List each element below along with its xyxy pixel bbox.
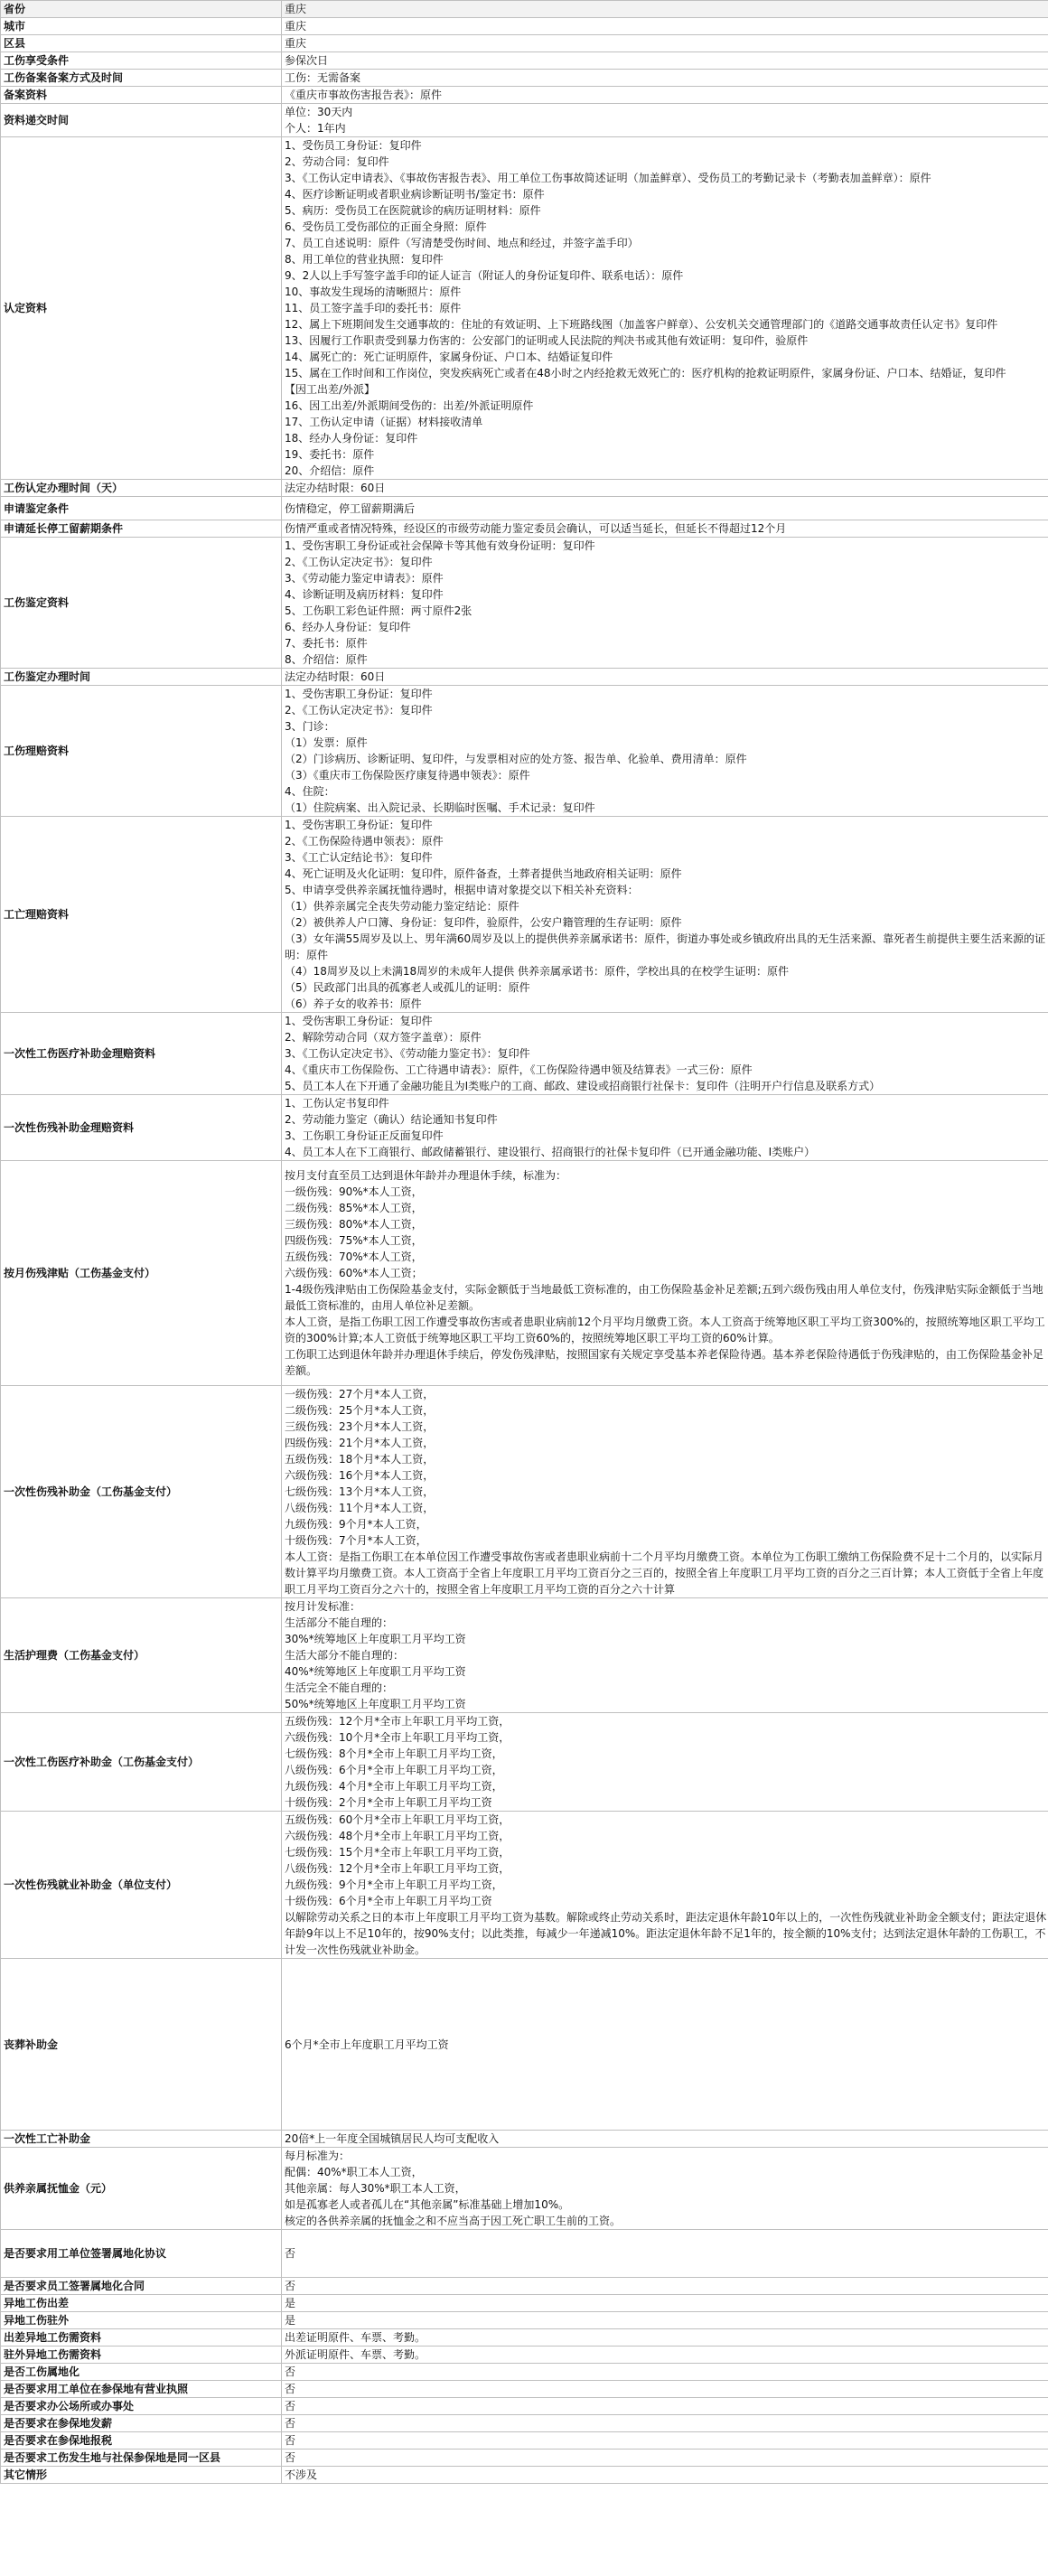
table-row (1, 70, 1048, 87)
row-value (282, 1, 1048, 18)
row-label: 工伤备案备案方式及时间 (1, 70, 282, 87)
row-value (282, 1713, 1048, 1812)
table-row (1, 2381, 1048, 2398)
value-line: 30%*统筹地区上年度职工月平均工资 (285, 1633, 466, 1645)
value-line: 4、诊断证明及病历材料：复印件 (285, 588, 444, 601)
policy-table-body (1, 1, 1048, 2484)
value-line: 七级伤残：8个月*全市上年职工月平均工资， (285, 1747, 503, 1760)
value-line: 7、员工自述说明：原件（写清楚受伤时间、地点和经过，并签字盖手印） (285, 237, 639, 249)
row-label: 工伤享受条件 (1, 52, 282, 70)
value-line: 3、《劳动能力鉴定申请表》：原件 (285, 572, 444, 585)
value-line: 17、工伤认定申请（证据）材料接收清单 (285, 416, 483, 428)
value-line: 单位：30天内 (285, 106, 353, 118)
value-line: 2、劳动能力鉴定（确认）结论通知书复印件 (285, 1113, 498, 1126)
row-value (282, 817, 1048, 1013)
value-line: 本人工资，是指工伤职工因工作遭受事故伤害或者患职业病前12个月平均月缴费工资。本人工资高于统筹地区职工平均工资300%的，按照统筹地区职工平均工资的300%计算;本人工资低于统筹地区职工平均工资60%的，按照统筹地区职工平均工资的60%计算。 (285, 1316, 1045, 1344)
value-line: 四级伤残：75%*本人工资， (285, 1234, 423, 1247)
value-line: 十级伤残：7个月*本人工资， (285, 1534, 427, 1547)
value-line: 法定办结时限：60日 (285, 670, 386, 683)
value-line: 40%*统筹地区上年度职工月平均工资 (285, 1665, 466, 1678)
table-row (1, 1386, 1048, 1598)
row-value (282, 1013, 1048, 1095)
row-value (282, 1095, 1048, 1161)
value-line: 九级伤残：9个月*全市上年职工月平均工资， (285, 1878, 503, 1891)
table-row (1, 480, 1048, 497)
value-line: 9、2人以上手写签字盖手印的证人证言（附证人的身份证复印件、联系电话）：原件 (285, 269, 684, 282)
value-line: 1-4级伤残津贴由工伤保险基金支付，实际金额低于当地最低工资标准的，由工伤保险基金补足差额;五到六级伤残由用人单位支付，伤残津贴实际金额低于当地最低工资标准的，由用人单位补足差额。 (285, 1283, 1043, 1312)
row-label: 一次性伤残补助金理赔资料 (1, 1095, 282, 1161)
value-line: 7、委托书：原件 (285, 637, 368, 650)
row-label: 供养亲属抚恤金（元） (1, 2148, 282, 2230)
row-label: 工伤鉴定资料 (1, 538, 282, 669)
table-row (1, 817, 1048, 1013)
value-line: （3）女年满55周岁及以上、男年满60周岁及以上的提供供养亲属承诺书：原件，街道办事处或乡镇政府出具的无生活来源、靠死者生前提供主要生活来源的证明：原件 (285, 932, 1046, 961)
table-row (1, 1713, 1048, 1812)
value-line: 工伤：无需备案 (285, 71, 361, 84)
value-line: 本人工资：是指工伤职工在本单位因工作遭受事故伤害或者患职业病前十二个月平均月缴费工资。本单位为工伤职工缴纳工伤保险费不足十二个月的，以实际月数计算平均月缴费工资。本人工资高于全省上年度职工月平均工资百分之三百的，按照全省上年度职工月平均工资的百分之三百计算；本人工资低于全省上年度职工月平均工资百分之六十的，按照全省上年度职工月平均工资的百分之六十计算 (285, 1550, 1044, 1596)
value-line: 外派证明原件、车票、考勤。 (285, 2348, 426, 2361)
row-label: 驻外异地工伤需资料 (1, 2347, 282, 2364)
value-line: 生活大部分不能自理的： (285, 1649, 405, 1662)
value-line: 个人：1年内 (285, 122, 346, 135)
row-label: 省份 (1, 1, 282, 18)
value-line: 5、员工本人在下开通了金融功能且为I类账户的工商、邮政、建设或招商银行社保卡：复印件（注明开户行信息及联系方式） (285, 1080, 881, 1092)
table-row (1, 1013, 1048, 1095)
row-value (282, 669, 1048, 686)
value-line: 伤情严重或者情况特殊，经设区的市级劳动能力鉴定委员会确认，可以适当延长，但延长不得超过12个月 (285, 522, 787, 535)
value-line: 《重庆市事故伤害报告表》：原件 (285, 89, 443, 101)
row-label: 一次性伤残补助金（工伤基金支付） (1, 1386, 282, 1598)
row-value (282, 2381, 1048, 2398)
value-line: 每月标准为： (285, 2150, 351, 2162)
row-label: 其它情形 (1, 2467, 282, 2484)
value-line: 15、属在工作时间和工作岗位，突发疾病死亡或者在48小时之内经抢救无效死亡的：医疗机构的抢救证明原件，家属身份证、户口本、结婚证，复印件 (285, 367, 1006, 379)
table-row (1, 2432, 1048, 2450)
value-line: 11、员工签字盖手印的委托书：原件 (285, 302, 462, 314)
value-line: 1、受伤害职工身份证：复印件 (285, 1015, 433, 1027)
table-row (1, 2148, 1048, 2230)
value-line: 五级伤残：70%*本人工资， (285, 1251, 423, 1263)
row-label: 申请延长停工留薪期条件 (1, 520, 282, 538)
value-line: 50%*统筹地区上年度职工月平均工资 (285, 1698, 466, 1710)
row-label: 一次性伤残就业补助金（单位支付） (1, 1812, 282, 1959)
value-line: 1、受伤害职工身份证：复印件 (285, 819, 433, 831)
value-line: 4、死亡证明及火化证明：复印件，原件备查，土葬者提供当地政府相关证明：原件 (285, 867, 682, 880)
value-line: 生活完全不能自理的： (285, 1681, 394, 1694)
value-line: 12、属上下班期间发生交通事故的：住址的有效证明、上下班路线图（加盖客户鲜章）、公安机关交通管理部门的《道路交通事故责任认定书》复印件 (285, 318, 998, 331)
value-line: 不涉及 (285, 2468, 318, 2481)
row-label: 出差异地工伤需资料 (1, 2329, 282, 2347)
value-line: 18、经办人身份证：复印件 (285, 432, 418, 445)
value-line: 以解除劳动关系之日的本市上年度职工月平均工资为基数。解除或终止劳动关系时，距法定退休年龄10年以上的，一次性伤残就业补助金全额支付；距法定退休年龄9年以上不足10年的，按90%支付；以此类推，每减少一年递减10%。距法定退休年龄不足1年的，按全额的10%支付；达到法定退休年龄的工伤职工，不计发一次性伤残就业补助金。 (285, 1911, 1047, 1956)
row-label: 区县 (1, 35, 282, 52)
value-line: 4、住院： (285, 785, 335, 798)
table-row (1, 520, 1048, 538)
value-line: 十级伤残：6个月*全市上年职工月平均工资 (285, 1895, 492, 1907)
table-row (1, 137, 1048, 480)
row-value (282, 2131, 1048, 2148)
value-line: 否 (285, 2400, 296, 2412)
value-line: 20倍*上一年度全国城镇居民人均可支配收入 (285, 2132, 500, 2145)
table-row (1, 2347, 1048, 2364)
row-value (282, 70, 1048, 87)
value-line: （1）供养亲属完全丧失劳动能力鉴定结论：原件 (285, 900, 519, 913)
table-row (1, 538, 1048, 669)
value-line: 按月计发标准： (285, 1600, 361, 1613)
value-line: 20、介绍信：原件 (285, 464, 375, 477)
row-value (282, 1161, 1048, 1386)
value-line: 四级伤残：21个月*本人工资， (285, 1437, 435, 1449)
value-line: 3、工伤职工身份证正反面复印件 (285, 1129, 444, 1142)
value-line: 五级伤残：12个月*全市上年职工月平均工资， (285, 1715, 510, 1728)
value-line: 七级伤残：13个月*本人工资， (285, 1485, 435, 1498)
value-line: 三级伤残：80%*本人工资， (285, 1218, 423, 1231)
row-value (282, 2278, 1048, 2295)
table-row (1, 497, 1048, 520)
table-row (1, 2364, 1048, 2381)
value-line: 6个月*全市上年度职工月平均工资 (285, 2037, 449, 2051)
value-line: 六级伤残：16个月*本人工资， (285, 1469, 435, 1482)
row-value (282, 686, 1048, 817)
value-line: 1、受伤害职工身份证：复印件 (285, 688, 433, 700)
value-line: 5、工伤职工彩色证件照：两寸原件2张 (285, 604, 473, 617)
row-label: 是否要求在参保地报税 (1, 2432, 282, 2450)
row-label: 认定资料 (1, 137, 282, 480)
value-line: 重庆 (285, 3, 307, 15)
row-value (282, 1386, 1048, 1598)
value-line: 4、医疗诊断证明或者职业病诊断证明书/鉴定书：原件 (285, 188, 545, 201)
row-value (282, 35, 1048, 52)
value-line: 4、员工本人在下工商银行、邮政储蓄银行、建设银行、招商银行的社保卡复印件（已开通金融功能、I类账户） (285, 1146, 816, 1158)
value-line: 3、《工伤认定申请表》、《事故伤害报告表》、用工单位工伤事故简述证明（加盖鲜章）、受伤员工的考勤记录卡（考勤表加盖鲜章）：原件 (285, 172, 931, 184)
value-line: 3、门诊： (285, 720, 335, 733)
row-label: 是否工伤属地化 (1, 2364, 282, 2381)
value-line: （1）住院病案、出入院记录、长期临时医嘱、手术记录：复印件 (285, 801, 595, 814)
value-line: 三级伤残：23个月*本人工资， (285, 1420, 435, 1433)
table-row (1, 52, 1048, 70)
value-line: 3、《工伤认定决定书》、《劳动能力鉴定书》：复印件 (285, 1047, 530, 1060)
value-line: 否 (285, 2280, 296, 2292)
row-value (282, 18, 1048, 35)
value-line: 否 (285, 2383, 296, 2395)
value-line: 4、《重庆市工伤保险伤、工亡待遇申请表》：原件，《工伤保险待遇申领及结算表》一式三份：原件 (285, 1063, 753, 1076)
row-label: 城市 (1, 18, 282, 35)
value-line: 否 (285, 2247, 296, 2260)
table-row (1, 87, 1048, 104)
value-line: 2、《工伤认定决定书》：复印件 (285, 556, 433, 568)
row-label: 申请鉴定条件 (1, 497, 282, 520)
value-line: 否 (285, 2365, 296, 2378)
value-line: 八级伤残：11个月*本人工资， (285, 1502, 435, 1514)
value-line: 十级伤残：2个月*全市上年职工月平均工资 (285, 1796, 492, 1809)
row-value (282, 52, 1048, 70)
value-line: 法定办结时限：60日 (285, 482, 386, 494)
value-line: 否 (285, 2434, 296, 2447)
table-row (1, 2295, 1048, 2312)
table-row (1, 2230, 1048, 2278)
value-line: 伤情稳定，停工留薪期满后 (285, 501, 416, 515)
value-line: 8、介绍信：原件 (285, 653, 368, 666)
table-row (1, 2398, 1048, 2415)
table-row (1, 2450, 1048, 2467)
value-line: 七级伤残：15个月*全市上年职工月平均工资， (285, 1846, 510, 1859)
row-label: 工伤认定办理时间（天） (1, 480, 282, 497)
value-line: 一级伤残：90%*本人工资， (285, 1185, 423, 1198)
value-line: 5、申请享受供养亲属抚恤待遇时，根据申请对象提交以下相关补充资料： (285, 884, 639, 896)
row-value (282, 2230, 1048, 2278)
row-value (282, 538, 1048, 669)
value-line: 重庆 (285, 37, 307, 50)
row-label: 按月伤残津贴（工伤基金支付） (1, 1161, 282, 1386)
row-label: 一次性工伤医疗补助金（工伤基金支付） (1, 1713, 282, 1812)
value-line: （3）《重庆市工伤保险医疗康复待遇申领表》：原件 (285, 769, 530, 782)
table-row (1, 2278, 1048, 2295)
table-row (1, 669, 1048, 686)
row-value (282, 1959, 1048, 2131)
table-row (1, 686, 1048, 817)
row-label: 工亡理赔资料 (1, 817, 282, 1013)
row-label: 是否要求用工单位在参保地有营业执照 (1, 2381, 282, 2398)
row-label: 资料递交时间 (1, 104, 282, 137)
row-label: 一次性工亡补助金 (1, 2131, 282, 2148)
table-row (1, 2467, 1048, 2484)
row-value (282, 497, 1048, 520)
row-value (282, 2329, 1048, 2347)
value-line: 二级伤残：85%*本人工资， (285, 1202, 423, 1214)
table-row (1, 1959, 1048, 2131)
row-label: 工伤鉴定办理时间 (1, 669, 282, 686)
value-line: 10、事故发生现场的清晰照片：原件 (285, 286, 462, 298)
value-line: 3、《工亡认定结论书》：复印件 (285, 851, 433, 864)
value-line: （4）18周岁及以上未满18周岁的未成年人提供 供养亲属承诺书：原件，学校出具的在校学生证明：原件 (285, 965, 789, 978)
value-line: 1、受伤害职工身份证或社会保障卡等其他有效身份证明：复印件 (285, 539, 595, 552)
value-line: 生活部分不能自理的： (285, 1616, 394, 1629)
value-line: 工伤职工达到退休年龄并办理退休手续后，停发伤残津贴，按照国家有关规定享受基本养老保险待遇。基本养老保险待遇低于伤残津贴的，由工伤保险基金补足差额。 (285, 1348, 1044, 1377)
row-label: 是否要求工伤发生地与社保参保地是同一区县 (1, 2450, 282, 2467)
value-line: 六级伤残：48个月*全市上年职工月平均工资， (285, 1830, 510, 1842)
table-row (1, 1161, 1048, 1386)
row-value (282, 1812, 1048, 1959)
row-label: 是否要求办公场所或办事处 (1, 2398, 282, 2415)
row-label: 生活护理费（工伤基金支付） (1, 1598, 282, 1713)
table-row (1, 1812, 1048, 1959)
value-line: 六级伤残：60%*本人工资； (285, 1267, 423, 1279)
row-value (282, 2148, 1048, 2230)
row-value (282, 2364, 1048, 2381)
value-line: 重庆 (285, 20, 307, 33)
value-line: 否 (285, 2417, 296, 2430)
value-line: 13、因履行工作职责受到暴力伤害的：公安部门的证明或人民法院的判决书或其他有效证明：复印件，验原件 (285, 334, 809, 347)
row-value (282, 2295, 1048, 2312)
value-line: 如是孤寡老人或者孤儿在“其他亲属”标准基础上增加10%。 (285, 2198, 570, 2211)
value-line: 否 (285, 2451, 296, 2464)
table-row (1, 2415, 1048, 2432)
value-line: 1、受伤员工身份证：复印件 (285, 139, 422, 152)
value-line: 【因工出差/外派】 (285, 383, 376, 396)
value-line: 八级伤残：6个月*全市上年职工月平均工资， (285, 1764, 503, 1776)
value-line: 五级伤残：18个月*本人工资， (285, 1453, 435, 1466)
row-value (282, 2347, 1048, 2364)
row-label: 备案资料 (1, 87, 282, 104)
value-line: 五级伤残：60个月*全市上年职工月平均工资， (285, 1813, 510, 1826)
row-label: 一次性工伤医疗补助金理赔资料 (1, 1013, 282, 1095)
row-value (282, 2398, 1048, 2415)
value-line: （1）发票：原件 (285, 736, 368, 749)
table-row (1, 104, 1048, 137)
row-value (282, 2432, 1048, 2450)
row-value (282, 520, 1048, 538)
value-line: 六级伤残：10个月*全市上年职工月平均工资， (285, 1731, 510, 1744)
value-line: 参保次日 (285, 54, 329, 67)
value-line: 是 (285, 2297, 296, 2309)
table-row (1, 18, 1048, 35)
value-line: 其他亲属：每人30%*职工本人工资， (285, 2182, 466, 2195)
row-label: 是否要求在参保地发薪 (1, 2415, 282, 2432)
table-row (1, 35, 1048, 52)
row-value (282, 2415, 1048, 2432)
row-label: 是否要求用工单位签署属地化协议 (1, 2230, 282, 2278)
table-row (1, 1, 1048, 18)
row-label: 是否要求员工签署属地化合同 (1, 2278, 282, 2295)
row-value (282, 87, 1048, 104)
value-line: 8、用工单位的营业执照：复印件 (285, 253, 444, 266)
value-line: 核定的各供养亲属的抚恤金之和不应当高于因工死亡职工生前的工资。 (285, 2215, 622, 2227)
table-row (1, 1598, 1048, 1713)
value-line: （2）被供养人户口簿、身份证：复印件，验原件，公安户籍管理的生存证明：原件 (285, 916, 682, 929)
value-line: 2、《工伤认定决定书》：复印件 (285, 704, 433, 717)
value-line: 16、因工出差/外派期间受伤的：出差/外派证明原件 (285, 399, 534, 412)
row-label: 异地工伤出差 (1, 2295, 282, 2312)
value-line: 是 (285, 2314, 296, 2327)
value-line: 一级伤残：27个月*本人工资， (285, 1388, 435, 1400)
value-line: 2、《工伤保险待遇申领表》：原件 (285, 835, 444, 848)
value-line: 按月支付直至员工达到退休年龄并办理退休手续，标准为： (285, 1169, 567, 1182)
table-row (1, 2131, 1048, 2148)
value-line: 九级伤残：4个月*全市上年职工月平均工资， (285, 1780, 503, 1793)
row-value (282, 104, 1048, 137)
value-line: 14、属死亡的：死亡证明原件，家属身份证、户口本、结婚证复印件 (285, 351, 613, 363)
value-line: 配偶：40%*职工本人工资， (285, 2166, 423, 2178)
value-line: 5、病历：受伤员工在医院就诊的病历证明材料：原件 (285, 204, 541, 217)
table-row (1, 2312, 1048, 2329)
row-label: 丧葬补助金 (1, 1959, 282, 2131)
table-row (1, 2329, 1048, 2347)
row-value (282, 480, 1048, 497)
row-value (282, 2312, 1048, 2329)
value-line: （6）养子女的收养书：原件 (285, 998, 422, 1010)
value-line: 出差证明原件、车票、考勤。 (285, 2331, 426, 2344)
value-line: （2）门诊病历、诊断证明、复印件，与发票相对应的处方签、报告单、化验单、费用清单：原件 (285, 753, 747, 765)
value-line: 九级伤残：9个月*本人工资， (285, 1518, 427, 1531)
row-value (282, 137, 1048, 480)
row-label: 工伤理赔资料 (1, 686, 282, 817)
row-value (282, 2467, 1048, 2484)
row-value (282, 1598, 1048, 1713)
value-line: 二级伤残：25个月*本人工资， (285, 1404, 435, 1417)
value-line: 1、工伤认定书复印件 (285, 1097, 389, 1110)
value-line: （5）民政部门出具的孤寡老人或孤儿的证明：原件 (285, 981, 530, 994)
row-label: 异地工伤驻外 (1, 2312, 282, 2329)
value-line: 6、受伤员工受伤部位的正面全身照：原件 (285, 220, 487, 233)
value-line: 6、经办人身份证：复印件 (285, 621, 411, 633)
table-row (1, 1095, 1048, 1161)
value-line: 2、劳动合同：复印件 (285, 155, 389, 168)
value-line: 2、解除劳动合同（双方签字盖章）：原件 (285, 1031, 482, 1044)
value-line: 八级伤残：12个月*全市上年职工月平均工资， (285, 1862, 510, 1875)
row-value (282, 2450, 1048, 2467)
value-line: 19、委托书：原件 (285, 448, 375, 461)
